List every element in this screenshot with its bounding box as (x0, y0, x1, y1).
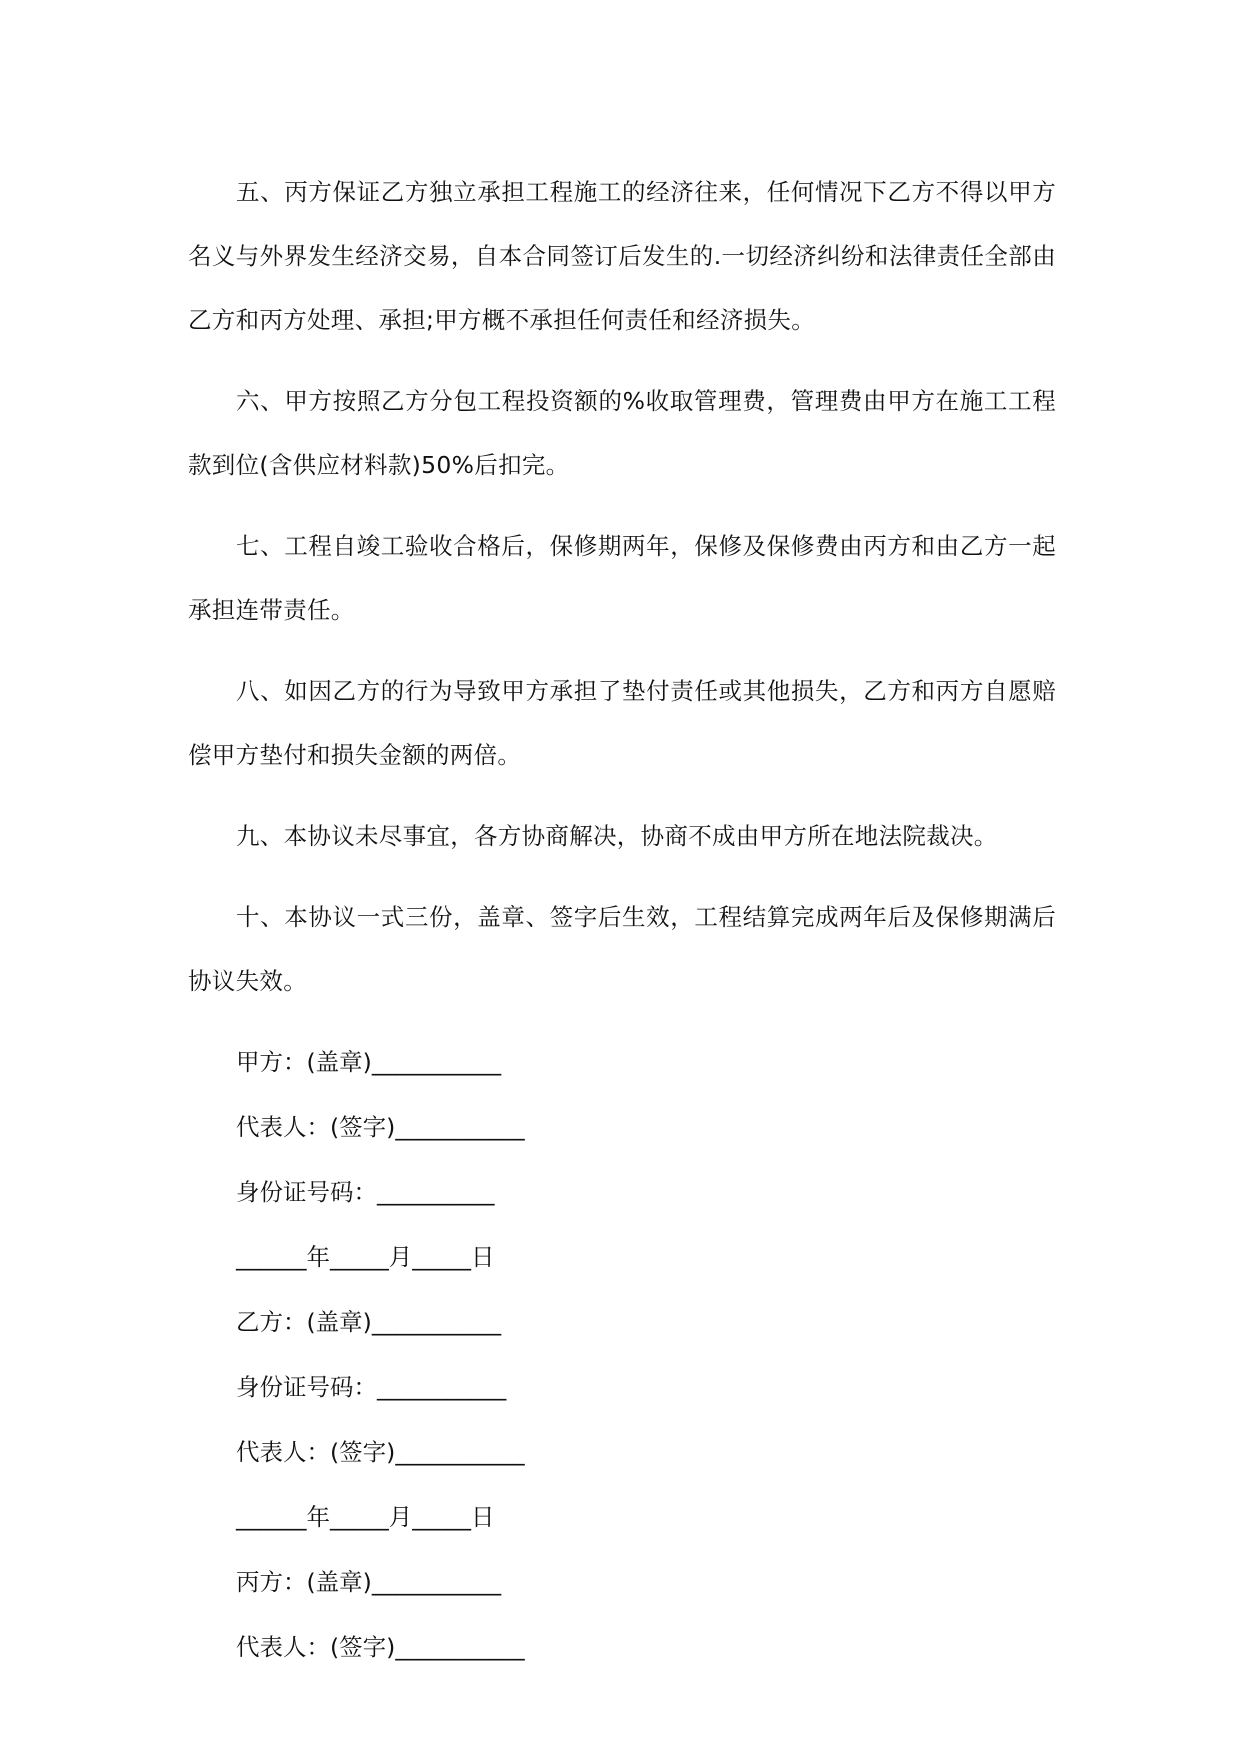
clause-8: 八、如因乙方的行为导致甲方承担了垫付责任或其他损失，乙方和丙方自愿赔偿甲方垫付和损失金额的两倍。 (188, 677, 1056, 769)
party-a-id-number-line: 身份证号码：__________ (236, 1178, 495, 1206)
clause-7: 七、工程自竣工验收合格后，保修期两年，保修及保修费由丙方和由乙方一起承担连带责任。 (188, 532, 1056, 624)
clause-9: 九、本协议未尽事宜，各方协商解决，协商不成由甲方所在地法院裁决。 (236, 822, 998, 850)
signature-block (188, 1030, 1056, 1680)
clause-6: 六、甲方按照乙方分包工程投资额的%收取管理费，管理费由甲方在施工工程款到位(含供应材料款)50%后扣完。 (188, 387, 1056, 479)
party-b-representative-line: 代表人：(签字)___________ (236, 1438, 525, 1466)
contract-page (188, 160, 1056, 1680)
party-c-representative-line: 代表人：(签字)___________ (236, 1633, 525, 1661)
clause-10: 十、本协议一式三份，盖章、签字后生效，工程结算完成两年后及保修期满后协议失效。 (188, 903, 1056, 995)
party-b-id-number-line: 身份证号码：___________ (236, 1373, 507, 1401)
party-b-date-line: ______年_____月_____日 (236, 1503, 495, 1531)
party-a-date-line: ______年_____月_____日 (236, 1243, 495, 1271)
clause-5: 五、丙方保证乙方独立承担工程施工的经济往来，任何情况下乙方不得以甲方名义与外界发生经济交易，自本合同签订后发生的.一切经济纠纷和法律责任全部由乙方和丙方处理、承担;甲方概不承担任何责任和经济损失。 (188, 178, 1056, 334)
party-a-representative-line: 代表人：(签字)___________ (236, 1113, 525, 1141)
party-b-seal-line: 乙方：(盖章)___________ (236, 1308, 502, 1336)
party-c-seal-line: 丙方：(盖章)___________ (236, 1568, 502, 1596)
party-a-seal-line: 甲方：(盖章)___________ (236, 1048, 502, 1076)
